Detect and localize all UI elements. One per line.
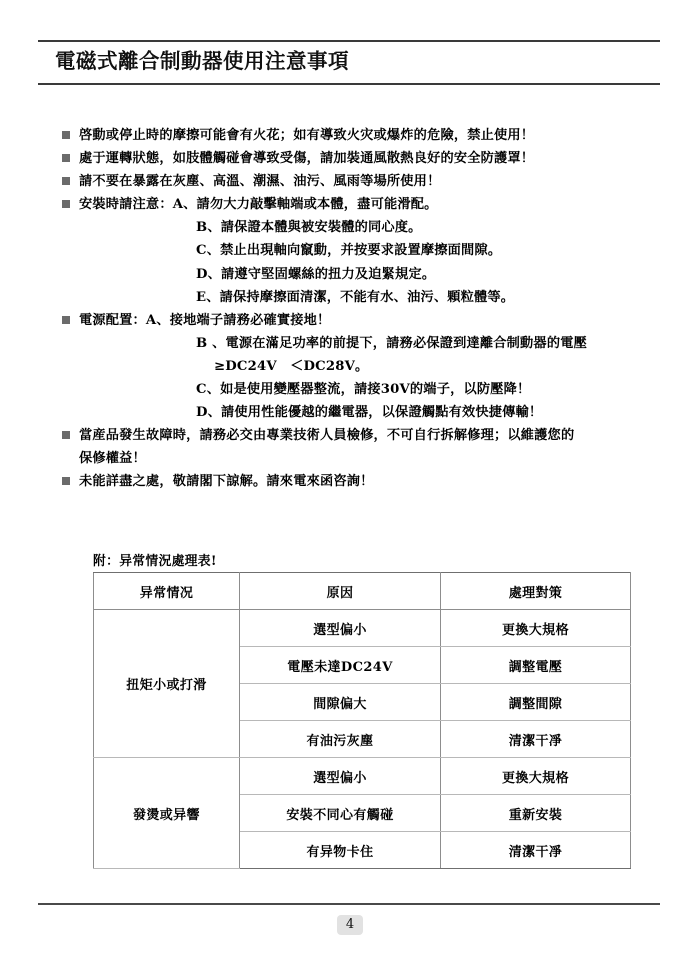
- table-row: [94, 758, 631, 795]
- note-item-6-line1: [62, 424, 662, 447]
- note-item-5: [62, 309, 662, 424]
- table-cell-cause: 間隙偏大: [240, 684, 441, 721]
- note-item-6-line1-text: 當産品發生故障時，請務必交由專業技術人員檢修，不可自行拆解修理；以維護您的: [79, 428, 575, 444]
- footer-rule: [38, 903, 660, 905]
- table-header-action: 處理對策: [441, 573, 631, 610]
- table-cell-action: 重新安裝: [441, 795, 631, 832]
- note-item-5-lead-text: 電源配置：A、接地端子請務必確實接地！: [79, 312, 331, 328]
- note-item-1: [62, 124, 662, 147]
- table-cell-action: 調整電壓: [441, 647, 631, 684]
- header-rule-bottom: [38, 83, 660, 85]
- note-item-4-lead: [62, 193, 662, 216]
- table-cell-action: 調整間隙: [441, 684, 631, 721]
- table-row: [94, 610, 631, 647]
- note-item-2: [62, 147, 662, 170]
- notes-list: [62, 124, 662, 494]
- table-cell-cause: 有油污灰塵: [240, 721, 441, 758]
- note-item-2-text: 處于運轉狀態，如肢體觸碰會導致受傷，請加裝通風散熱良好的安全防護罩！: [79, 151, 535, 167]
- table-cell-cause: 有异物卡住: [240, 832, 441, 869]
- note-item-4-b: B、請保證本體與被安裝體的同心度。: [196, 220, 422, 236]
- table-cell-action: 更換大規格: [441, 610, 631, 647]
- note-item-1-text: 啓動或停止時的摩擦可能會有火花；如有導致火灾或爆炸的危險，禁止使用！: [79, 128, 535, 143]
- table-cell-category: 發燙或异響: [94, 758, 240, 869]
- table-cell-cause: 選型偏小: [240, 758, 441, 795]
- note-item-5-d: D、請使用性能優越的繼電器，以保證觸點有效快捷傳輸！: [196, 405, 543, 421]
- note-item-5-lead: [62, 309, 662, 332]
- note-item-5-b-voltage: ≥DC24V ＜DC28V。: [214, 358, 369, 374]
- table-header-symptom: 异常情况: [94, 573, 240, 610]
- table-header-row: [94, 573, 631, 610]
- square-bullet-icon: [62, 431, 70, 439]
- note-item-7-text: 未能詳盡之處，敬請閣下諒解。請來電來函咨詢！: [79, 474, 374, 490]
- table-cell-cause: 安裝不同心有觸碰: [240, 795, 441, 832]
- table-cell-action: 清潔干凈: [441, 832, 631, 869]
- table-header-cause: 原因: [240, 573, 441, 610]
- square-bullet-icon: [62, 177, 70, 185]
- note-item-4: [62, 193, 662, 308]
- page-number: [0, 913, 700, 935]
- square-bullet-icon: [62, 200, 70, 208]
- table-cell-action: 更換大規格: [441, 758, 631, 795]
- note-item-5-b: B 、電源在滿足功率的前提下，請務必保證到達離合制動器的電壓: [196, 335, 587, 351]
- square-bullet-icon: [62, 316, 70, 324]
- square-bullet-icon: [62, 477, 70, 485]
- note-item-3: [62, 170, 662, 193]
- note-item-5-c: C、如是使用變壓器整流，請接30V的端子，以防壓降！: [196, 382, 531, 398]
- table-cell-category: 扭矩小或打滑: [94, 610, 240, 758]
- table-cell-cause: 電壓未達DC24V: [240, 647, 441, 684]
- square-bullet-icon: [62, 131, 70, 139]
- troubleshooting-table: [93, 572, 631, 869]
- note-item-7: [62, 470, 662, 493]
- document-header: [38, 40, 660, 85]
- note-item-3-text: 請不要在暴露在灰塵、高溫、潮濕、油污、風雨等場所使用！: [79, 174, 441, 190]
- table-caption: 附：异常情況處理表!: [93, 554, 217, 569]
- note-item-4-lead-text: 安裝時請注意：A、請勿大力敲擊軸端或本體，盡可能滑配。: [79, 197, 438, 213]
- page-title: 電磁式離合制動器使用注意事項: [55, 49, 349, 73]
- table-cell-action: 清潔干凈: [441, 721, 631, 758]
- page-number-badge: 4: [337, 915, 363, 935]
- square-bullet-icon: [62, 154, 70, 162]
- note-item-4-c: C、禁止出現軸向竄動，并按要求設置摩擦面間隙。: [196, 243, 502, 259]
- table-cell-cause: 選型偏小: [240, 610, 441, 647]
- note-item-6: [62, 424, 662, 470]
- note-item-6-line2: 保修權益！: [79, 451, 146, 467]
- note-item-4-e: E、請保持摩擦面清潔，不能有水、油污、顆粒體等。: [196, 289, 515, 305]
- note-item-4-d: D、請遵守堅固螺絲的扭力及迫緊規定。: [196, 266, 436, 282]
